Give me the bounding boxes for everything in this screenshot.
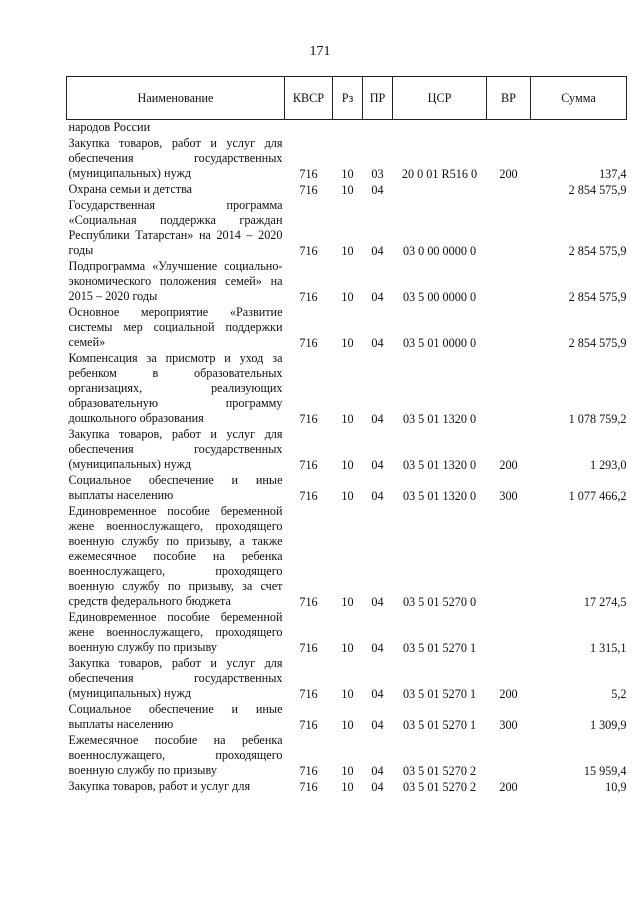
budget-table	[66, 76, 627, 795]
cell-sum: 2 854 575,9	[568, 244, 627, 258]
cell-sum	[531, 120, 627, 137]
cell-rz: 10	[341, 595, 354, 609]
cell-kvsr: 716	[299, 780, 318, 794]
cell-sum: 15 959,4	[583, 764, 627, 778]
cell-csr: 03 5 01 0000 0	[402, 336, 477, 350]
cell-kvsr: 716	[299, 641, 318, 655]
cell-csr: 03 0 00 0000 0	[402, 244, 477, 258]
cell-kvsr	[285, 120, 333, 137]
cell-name: Компенсация за присмотр и уход за ребенком в образовательных организациях, реализующих образовательную программу дошкольного образования	[68, 351, 283, 425]
cell-name: Ежемесячное пособие на ребенка военнослужащего, проходящего военную службу по призыву	[68, 733, 283, 777]
cell-kvsr: 716	[299, 244, 318, 258]
cell-rz: 10	[341, 336, 354, 350]
cell-sum: 10,9	[605, 780, 627, 794]
cell-rz: 10	[341, 764, 354, 778]
table-row	[67, 656, 627, 702]
table-row	[67, 702, 627, 733]
page-number: 171	[309, 44, 331, 59]
cell-rz: 10	[341, 780, 354, 794]
cell-csr: 03 5 00 0000 0	[402, 290, 477, 304]
cell-pr: 04	[371, 458, 384, 472]
cell-csr: 03 5 01 5270 2	[402, 764, 477, 778]
cell-vr	[487, 198, 531, 259]
table-row	[67, 610, 627, 656]
cell-pr: 04	[371, 183, 384, 197]
cell-csr: 03 5 01 5270 1	[402, 687, 477, 701]
cell-vr	[487, 120, 531, 137]
cell-vr: 200	[499, 780, 518, 794]
cell-kvsr: 716	[299, 336, 318, 350]
cell-kvsr: 716	[299, 183, 318, 197]
cell-name: Закупка товаров, работ и услуг для обеспечения государственных (муниципальных) нужд	[68, 656, 283, 700]
cell-sum: 137,4	[599, 167, 627, 181]
cell-kvsr: 716	[299, 595, 318, 609]
cell-sum: 5,2	[611, 687, 627, 701]
cell-vr: 200	[499, 687, 518, 701]
cell-sum: 1 077 466,2	[568, 489, 627, 503]
cell-kvsr: 716	[299, 764, 318, 778]
cell-kvsr: 716	[299, 167, 318, 181]
table-row	[67, 120, 627, 137]
cell-csr: 03 5 01 5270 2	[402, 780, 477, 794]
cell-sum: 1 315,1	[589, 641, 627, 655]
cell-sum: 1 078 759,2	[568, 412, 627, 426]
cell-name: народов России	[68, 120, 151, 134]
cell-name: Единовременное пособие беременной жене военнослужащего, проходящего военную службу по призыву, а также ежемесячное пособие на ребенка военнослужащего, проходящего военную службу по призыву, за счет средств федерального бюджета	[68, 504, 283, 608]
cell-sum: 2 854 575,9	[568, 183, 627, 197]
cell-csr	[393, 182, 487, 198]
table-row	[67, 182, 627, 198]
cell-pr: 04	[371, 641, 384, 655]
cell-csr	[393, 120, 487, 137]
header-vr: ВР	[487, 77, 531, 120]
cell-pr: 04	[371, 489, 384, 503]
cell-kvsr: 716	[299, 412, 318, 426]
cell-sum: 2 854 575,9	[568, 336, 627, 350]
table-row	[67, 351, 627, 427]
cell-vr	[487, 504, 531, 610]
cell-vr: 300	[499, 718, 518, 732]
cell-name: Государственная программа «Социальная поддержка граждан Республики Татарстан» на 2014 – 2020 годы	[68, 198, 283, 257]
table-row	[67, 427, 627, 473]
cell-name: Закупка товаров, работ и услуг для обеспечения государственных (муниципальных) нужд	[68, 136, 283, 180]
header-sum: Сумма	[531, 77, 627, 120]
cell-vr	[487, 351, 531, 427]
cell-csr: 03 5 01 5270 1	[402, 718, 477, 732]
cell-rz: 10	[341, 489, 354, 503]
table-row	[67, 259, 627, 305]
cell-sum: 1 309,9	[589, 718, 627, 732]
cell-pr: 04	[371, 595, 384, 609]
cell-name: Подпрограмма «Улучшение социально-экономического положения семей» на 2015 – 2020 годы	[68, 259, 283, 303]
cell-pr: 04	[371, 687, 384, 701]
table-row	[67, 198, 627, 259]
cell-kvsr: 716	[299, 458, 318, 472]
cell-vr: 200	[499, 458, 518, 472]
cell-pr: 04	[371, 780, 384, 794]
cell-sum: 2 854 575,9	[568, 290, 627, 304]
cell-name: Социальное обеспечение и иные выплаты населению	[68, 702, 283, 731]
cell-rz: 10	[341, 718, 354, 732]
cell-vr	[487, 610, 531, 656]
cell-name: Основное мероприятие «Развитие системы мер социальной поддержки семей»	[68, 305, 283, 349]
cell-kvsr: 716	[299, 718, 318, 732]
cell-rz: 10	[341, 290, 354, 304]
header-csr: ЦСР	[393, 77, 487, 120]
table-row	[67, 733, 627, 779]
cell-vr	[487, 733, 531, 779]
cell-pr: 04	[371, 244, 384, 258]
cell-name: Охрана семьи и детства	[68, 182, 193, 196]
cell-csr: 03 5 01 1320 0	[402, 489, 477, 503]
table-row	[67, 305, 627, 351]
cell-vr	[487, 305, 531, 351]
table-row	[67, 504, 627, 610]
cell-rz: 10	[341, 687, 354, 701]
cell-name: Социальное обеспечение и иные выплаты населению	[68, 473, 283, 502]
table-row	[67, 473, 627, 504]
cell-sum: 17 274,5	[583, 595, 627, 609]
header-pr: ПР	[363, 77, 393, 120]
cell-pr: 04	[371, 290, 384, 304]
cell-vr: 300	[499, 489, 518, 503]
cell-pr: 04	[371, 412, 384, 426]
cell-sum: 1 293,0	[589, 458, 627, 472]
cell-csr: 03 5 01 1320 0	[402, 458, 477, 472]
cell-rz: 10	[341, 244, 354, 258]
cell-csr: 03 5 01 5270 0	[402, 595, 477, 609]
cell-pr	[363, 120, 393, 137]
cell-vr	[487, 259, 531, 305]
cell-kvsr: 716	[299, 489, 318, 503]
cell-name: Закупка товаров, работ и услуг для обеспечения государственных (муниципальных) нужд	[68, 427, 283, 471]
cell-rz: 10	[341, 458, 354, 472]
cell-vr	[487, 182, 531, 198]
cell-pr: 03	[371, 167, 384, 181]
header-rz: Рз	[333, 77, 363, 120]
table-row	[67, 779, 627, 795]
cell-kvsr: 716	[299, 687, 318, 701]
cell-rz	[333, 120, 363, 137]
cell-name: Закупка товаров, работ и услуг для	[68, 779, 251, 793]
header-name: Наименование	[67, 77, 285, 120]
cell-rz: 10	[341, 412, 354, 426]
table-header-row	[67, 77, 627, 120]
cell-rz: 10	[341, 167, 354, 181]
cell-csr: 20 0 01 R516 0	[401, 167, 478, 181]
cell-rz: 10	[341, 641, 354, 655]
cell-pr: 04	[371, 336, 384, 350]
cell-rz: 10	[341, 183, 354, 197]
cell-vr: 200	[499, 167, 518, 181]
cell-pr: 04	[371, 764, 384, 778]
table-row	[67, 136, 627, 182]
cell-name: Единовременное пособие беременной жене военнослужащего, проходящего военную службу по призыву	[68, 610, 283, 654]
header-kvsr: КВСР	[285, 77, 333, 120]
cell-csr: 03 5 01 1320 0	[402, 412, 477, 426]
cell-pr: 04	[371, 718, 384, 732]
cell-csr: 03 5 01 5270 1	[402, 641, 477, 655]
cell-kvsr: 716	[299, 290, 318, 304]
